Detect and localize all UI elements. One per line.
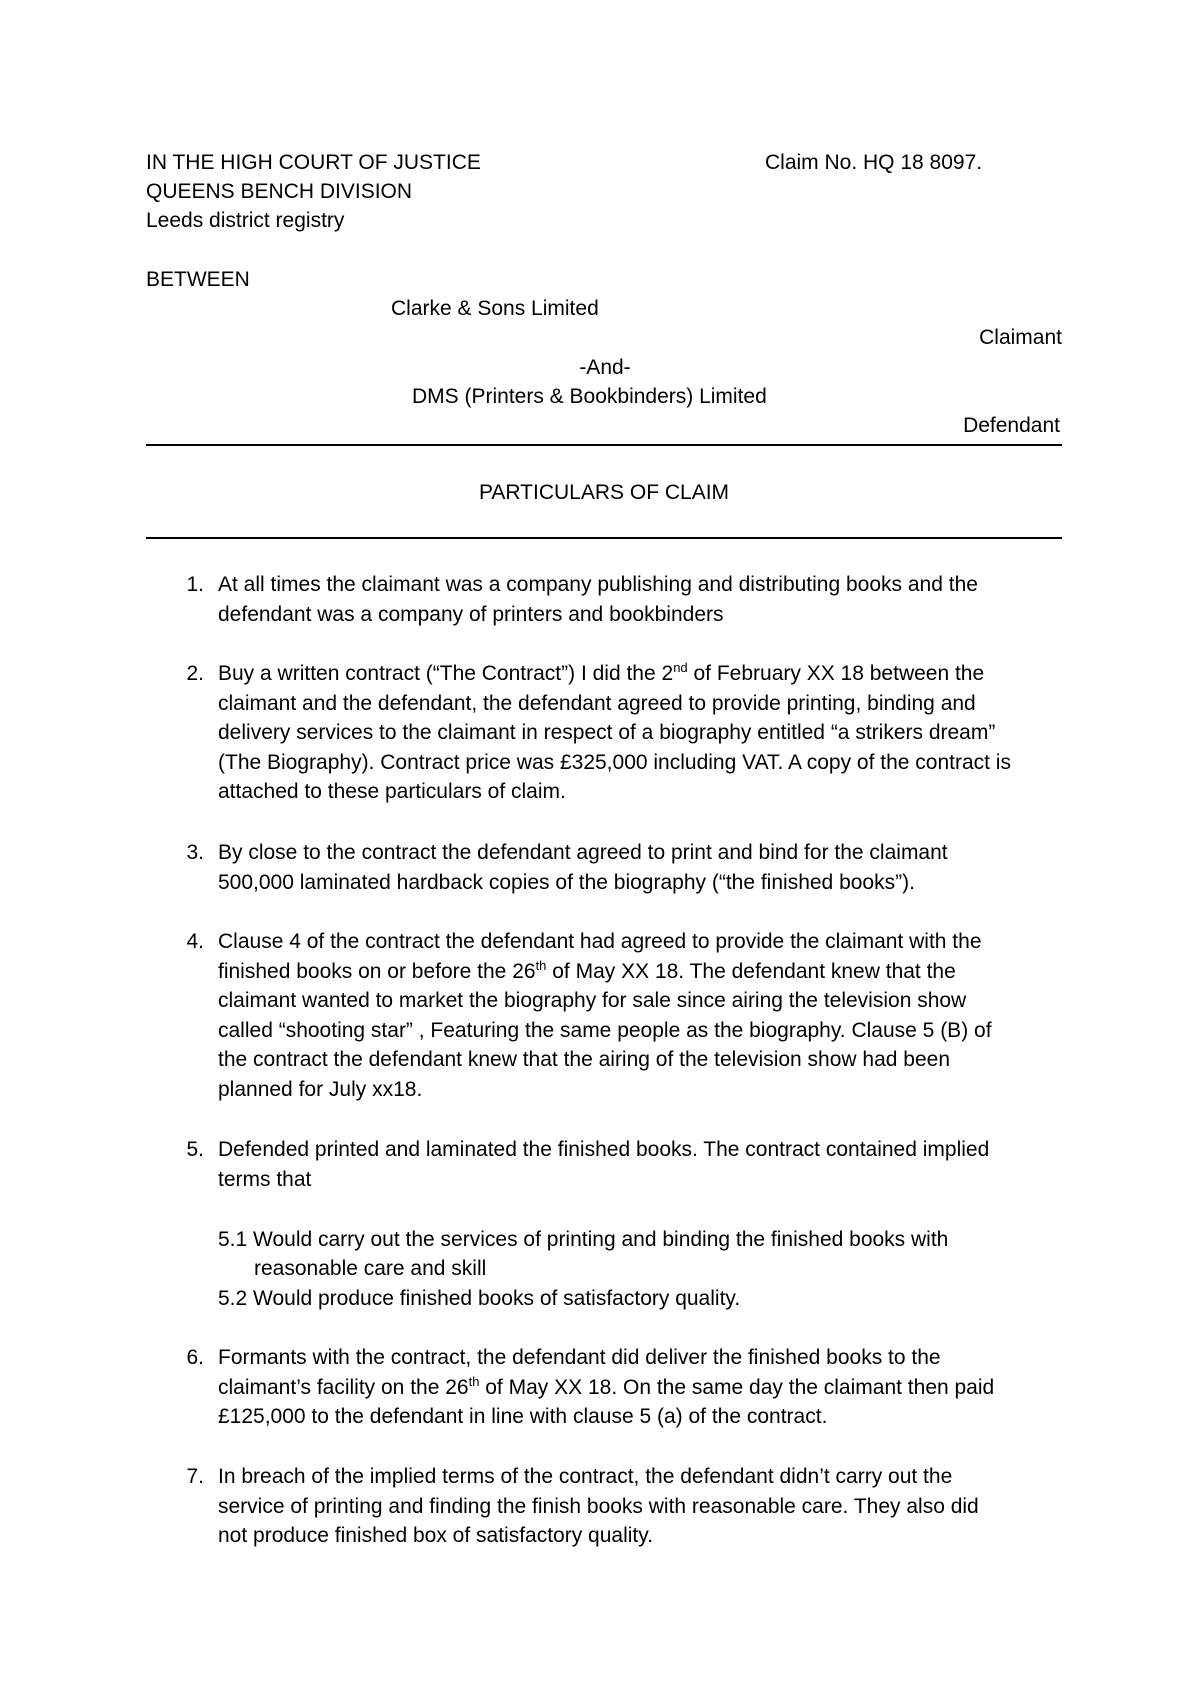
claimant-role: Claimant: [979, 326, 1062, 349]
paragraph-line: 500,000 laminated hardback copies of the biography (“the finished books”).: [218, 870, 915, 894]
and-separator: -And-: [579, 356, 631, 379]
paragraph-line: (The Biography). Contract price was £325,000 including VAT. A copy of the contract is: [218, 750, 1011, 774]
paragraph-line: defendant was a company of printers and bookbinders: [218, 602, 724, 626]
document-title: PARTICULARS OF CLAIM: [478, 481, 730, 504]
paragraph-line: Formants with the contract, the defendant did deliver the finished books to the: [218, 1346, 941, 1369]
paragraph-line: planned for July xx18.: [218, 1077, 423, 1101]
defendant-role: Defendant: [963, 414, 1060, 437]
paragraph-line: [218, 659, 1038, 689]
division-name: QUEENS BENCH DIVISION: [146, 180, 413, 203]
paragraph-number: 4.: [186, 930, 204, 953]
line-text: of May XX 18. On the same day the claimant then paid: [479, 1375, 995, 1399]
paragraph-line: [218, 1373, 1038, 1403]
line-text: of February XX 18 between the: [687, 662, 985, 685]
paragraph-line: the contract the defendant knew that the airing of the television show had been: [218, 1048, 950, 1071]
line-text: Buy a written contract (“The Contract”) I did the 2: [218, 662, 674, 685]
paragraph-line: service of printing and finding the finish books with reasonable care. They also did: [218, 1494, 979, 1518]
paragraph-body: [218, 838, 1038, 897]
claimant-name: Clarke & Sons Limited: [391, 297, 599, 320]
sub-clause-5-1: 5.1 Would carry out the services of printing and binding the finished books with: [218, 1228, 949, 1251]
paragraph-line: [218, 957, 1038, 987]
paragraph-number: 3.: [186, 841, 204, 864]
paragraph-line: By close to the contract the defendant agreed to print and bind for the claimant: [218, 841, 948, 864]
registry-name: Leeds district registry: [146, 209, 345, 232]
paragraph-body: [218, 1343, 1038, 1432]
ordinal-suffix: nd: [673, 660, 688, 675]
paragraph-body: [218, 1135, 1038, 1194]
paragraph-line: In breach of the implied terms of the contract, the defendant didn’t carry out the: [218, 1465, 953, 1488]
paragraph-line: At all times the claimant was a company publishing and distributing books and the: [218, 573, 978, 596]
paragraph-line: £125,000 to the defendant in line with clause 5 (a) of the contract.: [218, 1405, 828, 1428]
paragraph-body: [218, 927, 1038, 1104]
sub-clause-5-1-continued: reasonable care and skill: [254, 1257, 487, 1280]
court-name: IN THE HIGH COURT OF JUSTICE: [146, 151, 481, 174]
paragraph-line: claimant and the defendant, the defendant agreed to provide printing, binding and: [218, 691, 976, 715]
ordinal-suffix: th: [535, 957, 547, 973]
paragraph-line: Defended printed and laminated the finished books. The contract contained implied: [218, 1138, 990, 1161]
between-label: BETWEEN: [146, 268, 250, 291]
paragraph-number: 2.: [186, 662, 204, 685]
paragraph-line: Clause 4 of the contract the defendant had agreed to provide the claimant with the: [218, 930, 982, 953]
paragraph-line: called “shooting star” , Featuring the same people as the biography. Clause 5 (B) of: [218, 1018, 992, 1042]
paragraph-number: 7.: [186, 1465, 204, 1488]
claim-number: Claim No. HQ 18 8097.: [765, 151, 983, 174]
paragraph-line: delivery services to the claimant in respect of a biography entitled “a strikers dream”: [218, 721, 996, 744]
paragraph-body: [218, 659, 1038, 807]
line-text: of May XX 18. The defendant knew that the: [546, 959, 956, 983]
defendant-name: DMS (Printers & Bookbinders) Limited: [412, 385, 767, 408]
line-text: claimant’s facility on the 26: [218, 1375, 469, 1399]
paragraph-number: 5.: [186, 1138, 204, 1161]
bottom-rule: [146, 537, 1062, 539]
paragraph-body: [218, 570, 1038, 629]
paragraph-number: 1.: [186, 573, 204, 596]
sub-clause-5-2: 5.2 Would produce finished books of satisfactory quality.: [218, 1287, 741, 1310]
paragraph-line: attached to these particulars of claim.: [218, 780, 566, 803]
ordinal-suffix: th: [468, 1373, 480, 1389]
top-rule: [146, 444, 1062, 446]
paragraph-line: claimant wanted to market the biography for sale since airing the television show: [218, 989, 967, 1012]
paragraph-line: not produce finished box of satisfactory quality.: [218, 1524, 654, 1547]
paragraph-line: terms that: [218, 1167, 312, 1191]
line-text: finished books on or before the 26: [218, 959, 536, 983]
paragraph-body: [218, 1462, 1038, 1551]
paragraph-number: 6.: [186, 1346, 204, 1369]
